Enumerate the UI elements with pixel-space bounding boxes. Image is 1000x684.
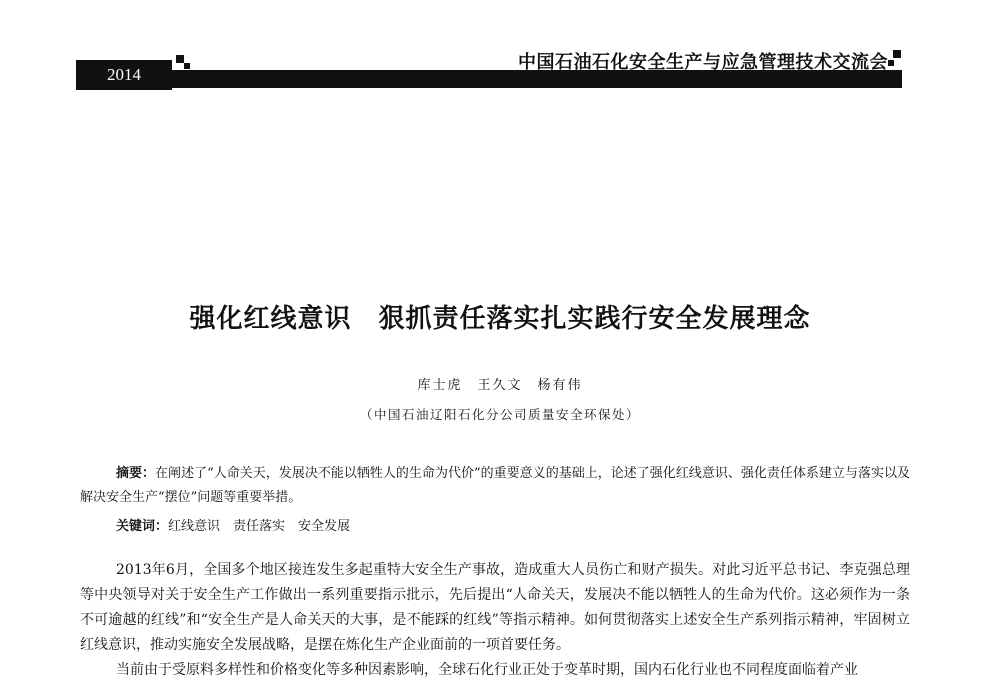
header-bar (76, 76, 902, 88)
abstract-text: 在阐述了“人命关天，发展决不能以牺牲人的生命为代价”的重要意义的基础上，论述了强化红线意识、强化责任体系建立与落实以及解决安全生产“摆位”问题等重要举措。 (80, 466, 910, 505)
header-decoration-right (893, 50, 901, 58)
body-text (80, 558, 910, 683)
conference-title: 中国石油石化安全生产与应急管理技术交流会 (518, 52, 888, 73)
header-decoration-left-2 (184, 63, 190, 69)
header-year: 2014 (76, 60, 172, 90)
abstract-label: 摘要： (116, 466, 156, 481)
article-authors: 库士虎 王久文 杨有伟 (417, 378, 583, 393)
body-paragraph: 2013年6月，全国多个地区接连发生多起重特大安全生产事故，造成重大人员伤亡和财产损失。对此习近平总书记、李克强总理等中央领导对关于安全生产工作做出一系列重要指示批示，先后提出“人命关天，发展决不能以牺牲人的生命为代价。这必须作为一条不可逾越的红线”和“安全生产是人命关天的大事，是不能踩的红线”等指示精神。如何贯彻落实上述安全生产系列指示精神，牢固树立红线意识，推动实施安全发展战略，是摆在炼化生产企业面前的一项首要任务。 (80, 562, 910, 653)
article-title: 强化红线意识 狠抓责任落实扎实践行安全发展理念 (189, 304, 811, 334)
header-decoration-right-2 (888, 60, 894, 66)
abstract (80, 462, 910, 510)
keywords-label: 关键词： (116, 519, 169, 534)
header-decoration-left (176, 55, 184, 63)
article-affiliation: （中国石油辽阳石化分公司质量安全环保处） (359, 407, 640, 422)
body-paragraph: 当前由于受原料多样性和价格变化等多种因素影响，全球石化行业正处于变革时期，国内石化行业也不同程度面临着产业 (116, 662, 858, 678)
keywords-text: 红线意识 责任落实 安全发展 (168, 519, 351, 534)
keywords (116, 515, 350, 534)
